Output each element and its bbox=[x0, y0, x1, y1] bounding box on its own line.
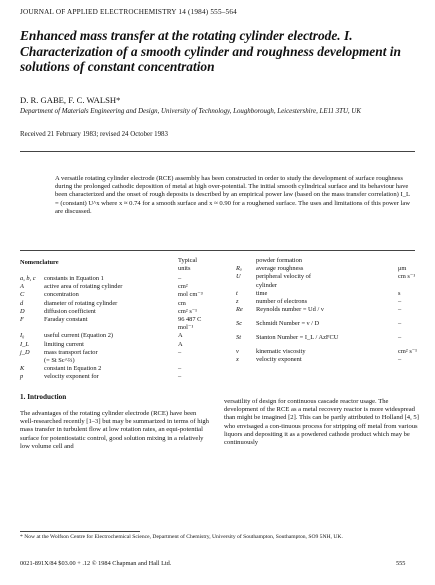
nomenclature-description: Reynolds number = Ud / ν bbox=[256, 306, 324, 314]
nomenclature-row bbox=[236, 356, 421, 364]
nomenclature-unit: A bbox=[178, 332, 183, 340]
nomenclature-unit: – bbox=[398, 297, 402, 305]
nomenclature-unit: – bbox=[398, 356, 402, 364]
nomenclature-symbol: Sc bbox=[236, 320, 243, 328]
nomenclature-row bbox=[20, 300, 220, 308]
nomenclature-row bbox=[20, 316, 220, 324]
nomenclature-right-rows bbox=[236, 257, 421, 365]
units-heading-2: units bbox=[178, 265, 191, 272]
nomenclature-row bbox=[236, 273, 421, 281]
nomenclature-unit: cm s⁻¹ bbox=[398, 273, 416, 281]
footnote: * Now at the Wolfson Centre for Electrochemical Science, Department of Chemistry, University of Southampton, Southampton, SO9 5NH, UK. bbox=[20, 534, 343, 540]
nomenclature-row bbox=[20, 324, 220, 332]
nomenclature-symbol: St bbox=[236, 334, 241, 342]
nomenclature-unit: – bbox=[178, 365, 182, 373]
nomenclature-symbol: p bbox=[20, 373, 24, 381]
nomenclature-description: Faraday constant bbox=[44, 315, 88, 323]
nomenclature-description: active area of rotating cylinder bbox=[44, 283, 123, 291]
nomenclature-row bbox=[20, 308, 220, 316]
nomenclature-symbol: x bbox=[236, 356, 239, 364]
nomenclature-row bbox=[236, 348, 421, 356]
nomenclature-row bbox=[236, 334, 421, 348]
introduction-heading: 1. Introduction bbox=[20, 393, 67, 401]
nomenclature-symbol: j_D bbox=[20, 348, 30, 356]
nomenclature-row bbox=[236, 320, 421, 334]
nomenclature-unit: 96 487 C bbox=[178, 315, 202, 323]
nomenclature-unit: A bbox=[178, 340, 183, 348]
nomenclature-row bbox=[20, 373, 220, 381]
nomenclature-description: velocity exponent for bbox=[44, 373, 99, 381]
nomenclature-description: limiting current bbox=[44, 340, 84, 348]
nomenclature-row bbox=[20, 332, 220, 340]
nomenclature-symbol: F bbox=[20, 315, 24, 323]
nomenclature-description: Schmidt Number = ν / D bbox=[256, 320, 320, 328]
nomenclature-symbol: Re bbox=[236, 306, 243, 314]
nomenclature-description: time bbox=[256, 289, 268, 297]
nomenclature-row bbox=[236, 306, 421, 320]
nomenclature-description: cylinder bbox=[256, 281, 277, 289]
nomenclature-row bbox=[20, 283, 220, 291]
nomenclature-symbol: Rₐ bbox=[236, 265, 242, 273]
nomenclature-description: useful current (Equation 2) bbox=[44, 332, 114, 340]
nomenclature-description: number of electrons bbox=[256, 297, 308, 305]
divider-top bbox=[20, 151, 415, 152]
nomenclature-description: diffusion coefficient bbox=[44, 307, 96, 315]
nomenclature-left bbox=[20, 257, 220, 381]
intro-column-left bbox=[20, 410, 210, 451]
authors: D. R. GABE, F. C. WALSH* bbox=[20, 95, 121, 105]
nomenclature-row bbox=[236, 257, 421, 265]
nomenclature-row bbox=[20, 291, 220, 299]
nomenclature-description: constant in Equation 2 bbox=[44, 365, 102, 373]
nomenclature-description: peripheral velocity of bbox=[256, 273, 312, 281]
nomenclature-description: kinematic viscosity bbox=[256, 348, 306, 356]
nomenclature-symbol: A bbox=[20, 283, 24, 291]
nomenclature-description: powder formation bbox=[256, 257, 302, 264]
nomenclature-unit: cm² bbox=[178, 283, 188, 291]
nomenclature-unit: cm bbox=[178, 299, 186, 307]
nomenclature-symbol: C bbox=[20, 291, 25, 299]
nomenclature-unit: – bbox=[178, 373, 182, 381]
received-dates: Received 21 February 1983; revised 24 October 1983 bbox=[20, 131, 168, 138]
units-heading-1: Typical bbox=[178, 257, 198, 264]
footer-copyright: 0021-891X/84 $03.00 + .12 © 1984 Chapman and Hall Ltd. bbox=[20, 560, 172, 567]
nomenclature-symbol: ν bbox=[236, 348, 239, 356]
intro-text-left: The advantages of the rotating cylinder electrode (RCE) have been well-researched recently [1–3] but may be summarized in terms of high mass transfer in turbulent flow at low rotation rates, an equi-potential surface for potentiostatic control, good solution mixing in a relatively low volume cell and bbox=[20, 410, 209, 450]
affiliation: Department of Materials Engineering and Design, University of Technology, Loughborough, Leicestershire, LE11 3TU, UK bbox=[20, 108, 361, 115]
nomenclature-row bbox=[20, 341, 220, 349]
abstract bbox=[55, 175, 415, 216]
nomenclature-unit: μm bbox=[398, 265, 407, 273]
nomenclature-symbol: a, b, c bbox=[20, 275, 36, 282]
nomenclature-unit: – bbox=[178, 348, 182, 356]
nomenclature-description: velocity exponent bbox=[256, 356, 302, 364]
nomenclature-left-rows bbox=[20, 275, 220, 381]
intro-text-right: versatility of design for continuous cascade reactor usage. The development of the RCE as a metal recovery reactor is more widespread than might be imagined [2]. This can be partly attributed to Holland [4, 5] who envisaged a con-tinuous process for stripping off metal from various liquors and depositing it as a powdered cathode product which may be continuously bbox=[224, 398, 419, 447]
nomenclature-unit: cm² s⁻¹ bbox=[178, 307, 198, 315]
nomenclature-symbol: D bbox=[20, 307, 25, 315]
article-title: Enhanced mass transfer at the rotating cylinder electrode. I. Characterization of a smooth cylinder and roughness development in solutions of constant concentration bbox=[20, 28, 401, 75]
nomenclature-row bbox=[236, 282, 421, 290]
nomenclature-row bbox=[20, 365, 220, 373]
nomenclature-description: average roughness bbox=[256, 265, 304, 273]
nomenclature-symbol: z bbox=[236, 297, 239, 305]
nomenclature-unit: – bbox=[398, 334, 402, 342]
journal-header: JOURNAL OF APPLIED ELECTROCHEMISTRY 14 (1984) 555–564 bbox=[20, 8, 237, 16]
intro-column-right bbox=[224, 398, 419, 447]
page-number: 555 bbox=[396, 560, 406, 567]
nomenclature-description: Stanton Number = I_L / AzFCU bbox=[256, 334, 339, 342]
nomenclature-row bbox=[20, 357, 220, 365]
nomenclature-unit: s bbox=[398, 289, 401, 297]
nomenclature-unit: mol⁻¹ bbox=[178, 324, 194, 332]
nomenclature-symbol: I_L bbox=[20, 340, 29, 348]
abstract-text: A versatile rotating cylinder electrode (RCE) assembly has been constructed in order to study the development of surface roughness during the prolonged cathodic deposition of metal at high over-potential. The initial smooth cylindrical surface and its behaviour have been characterized and the onset of rough deposits is described by an empirical power law (based on the mass transfer correlation) I_L = (constant) U^x where x ≈ 0.74 for a smooth surface and x ≈ 0.90 for a roughened surface. The uses and limitations of this power law are discussed. bbox=[55, 175, 411, 215]
nomenclature-unit: cm² s⁻¹ bbox=[398, 348, 418, 356]
divider-middle bbox=[20, 250, 415, 251]
nomenclature-row bbox=[236, 265, 421, 273]
nomenclature-description: concentration bbox=[44, 291, 79, 299]
nomenclature-description: constants in Equation 1 bbox=[44, 275, 104, 282]
nomenclature-row bbox=[20, 275, 220, 283]
nomenclature-unit: – bbox=[398, 320, 402, 328]
nomenclature-symbol: d bbox=[20, 299, 24, 307]
nomenclature-row bbox=[236, 290, 421, 298]
nomenclature-symbol: K bbox=[20, 365, 25, 373]
nomenclature-right bbox=[236, 257, 421, 365]
nomenclature-row bbox=[236, 298, 421, 306]
footnote-rule bbox=[20, 531, 140, 532]
nomenclature-description: (= St Sc^⅔) bbox=[44, 356, 75, 364]
nomenclature-unit: mol cm⁻³ bbox=[178, 291, 203, 299]
nomenclature-description: diameter of rotating cylinder bbox=[44, 299, 118, 307]
nomenclature-symbol: I₀ bbox=[20, 332, 25, 340]
nomenclature-row bbox=[20, 349, 220, 357]
nomenclature-symbol: t bbox=[236, 289, 238, 297]
nomenclature-symbol: U bbox=[236, 273, 241, 281]
nomenclature-unit: – bbox=[178, 275, 182, 282]
nomenclature-description: mass transport factor bbox=[44, 348, 98, 356]
nomenclature-unit: – bbox=[398, 306, 402, 314]
nomenclature-heading: Nomenclature bbox=[20, 259, 59, 266]
